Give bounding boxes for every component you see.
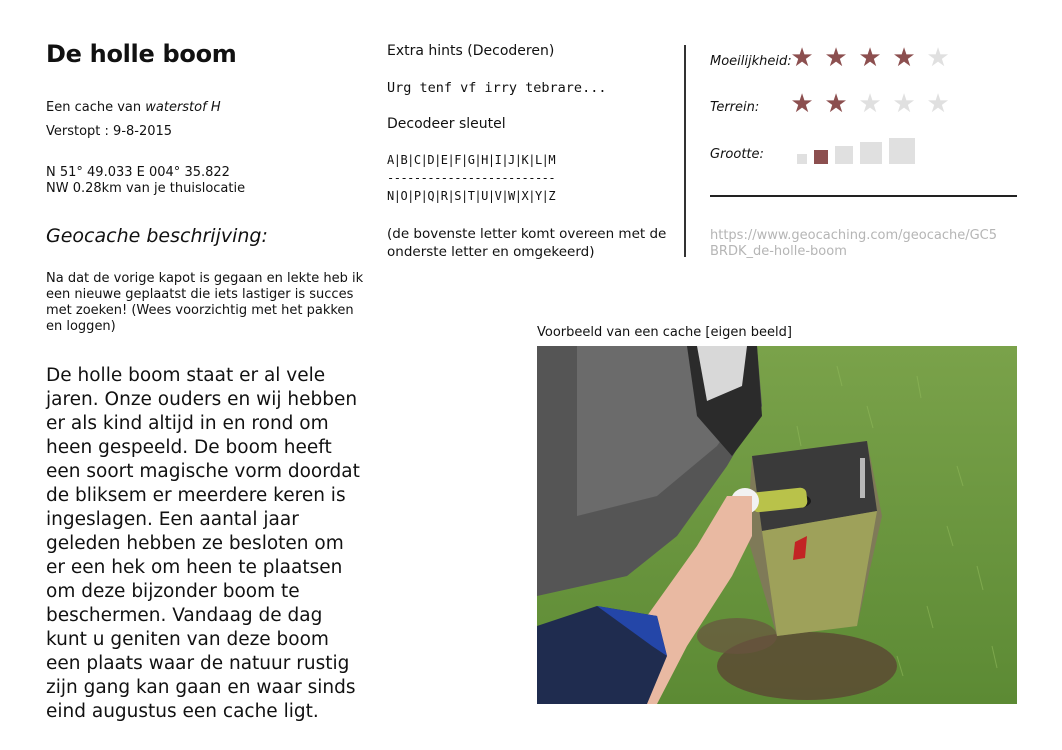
decode-key-divider: -------------------------	[387, 171, 556, 185]
difficulty-star-icon: ★	[824, 43, 848, 73]
difficulty-star-icon: ★	[926, 43, 950, 73]
owner-name[interactable]: waterstof H	[145, 100, 221, 115]
difficulty-star-icon: ★	[892, 43, 916, 73]
cache-photo-illustration	[537, 346, 1017, 704]
encoded-hint: Urg tenf vf irry tebrare...	[387, 80, 607, 96]
size-box-icon	[835, 146, 853, 164]
size-box-icon	[797, 154, 807, 164]
terrain-star-icon: ★	[824, 89, 848, 119]
long-description: De holle boom staat er al vele jaren. Onze ouders en wij hebben er als kind altijd in en rond om heen gespeeld. De boom heeft een soort magische vorm doordat de bliksem er meerdere keren is ingeslagen. Een aantal jaar geleden hebben ze besloten om er een hek om heen te plaatsen om deze bijzonder boom te beschermen. Vandaag de dag kunt u geniten van deze boom een plaats waar de natuur rustig zijn gang kan gaan en waar sinds eind augustus een cache ligt.	[46, 365, 360, 722]
distance: NW 0.28km van je thuislocatie	[46, 181, 246, 196]
description-heading: Geocache beschrijving:	[46, 225, 268, 247]
cache-owner	[46, 100, 221, 116]
terrain-star-icon: ★	[892, 89, 916, 119]
terrain-label: Terrein:	[710, 100, 760, 115]
decode-key-top: A|B|C|D|E|F|G|H|I|J|K|L|M	[387, 153, 556, 167]
size-box-icon	[889, 138, 915, 164]
hints-title: Extra hints (Decoderen)	[387, 43, 555, 59]
terrain-star-icon: ★	[790, 89, 814, 119]
terrain-star-icon: ★	[926, 89, 950, 119]
difficulty-star-icon: ★	[790, 43, 814, 73]
size-box-icon	[814, 150, 828, 164]
column-divider	[684, 45, 686, 257]
difficulty-label: Moeilijkheid:	[710, 54, 792, 69]
owner-prefix: Een cache van	[46, 100, 146, 115]
coordinates: N 51° 49.033 E 004° 35.822	[46, 165, 230, 180]
decode-key-title: Decodeer sleutel	[387, 116, 506, 132]
cache-photo	[537, 346, 1017, 704]
cache-url[interactable]: https://www.geocaching.com/geocache/GC5BRDK_de-holle-boom	[710, 228, 998, 259]
size-label: Grootte:	[710, 147, 764, 162]
short-description: Na dat de vorige kapot is gegaan en lekte heb ik een nieuwe geplaatst die iets lastiger is succes met zoeken! (Wees voorzichtig met het pakken en loggen)	[46, 271, 364, 334]
terrain-star-icon: ★	[858, 89, 882, 119]
decode-key-bottom: N|O|P|Q|R|S|T|U|V|W|X|Y|Z	[387, 189, 556, 203]
difficulty-stars	[790, 45, 950, 71]
ratings-divider	[710, 195, 1017, 197]
photo-caption: Voorbeeld van een cache [eigen beeld]	[537, 325, 792, 340]
cache-title: De holle boom	[46, 40, 237, 68]
decode-note: (de bovenste letter komt overeen met de onderste letter en omgekeerd)	[387, 226, 667, 260]
difficulty-star-icon: ★	[858, 43, 882, 73]
terrain-stars	[790, 91, 950, 117]
size-box-icon	[860, 142, 882, 164]
hidden-date: Verstopt : 9-8-2015	[46, 124, 173, 139]
size-indicator	[797, 138, 915, 164]
